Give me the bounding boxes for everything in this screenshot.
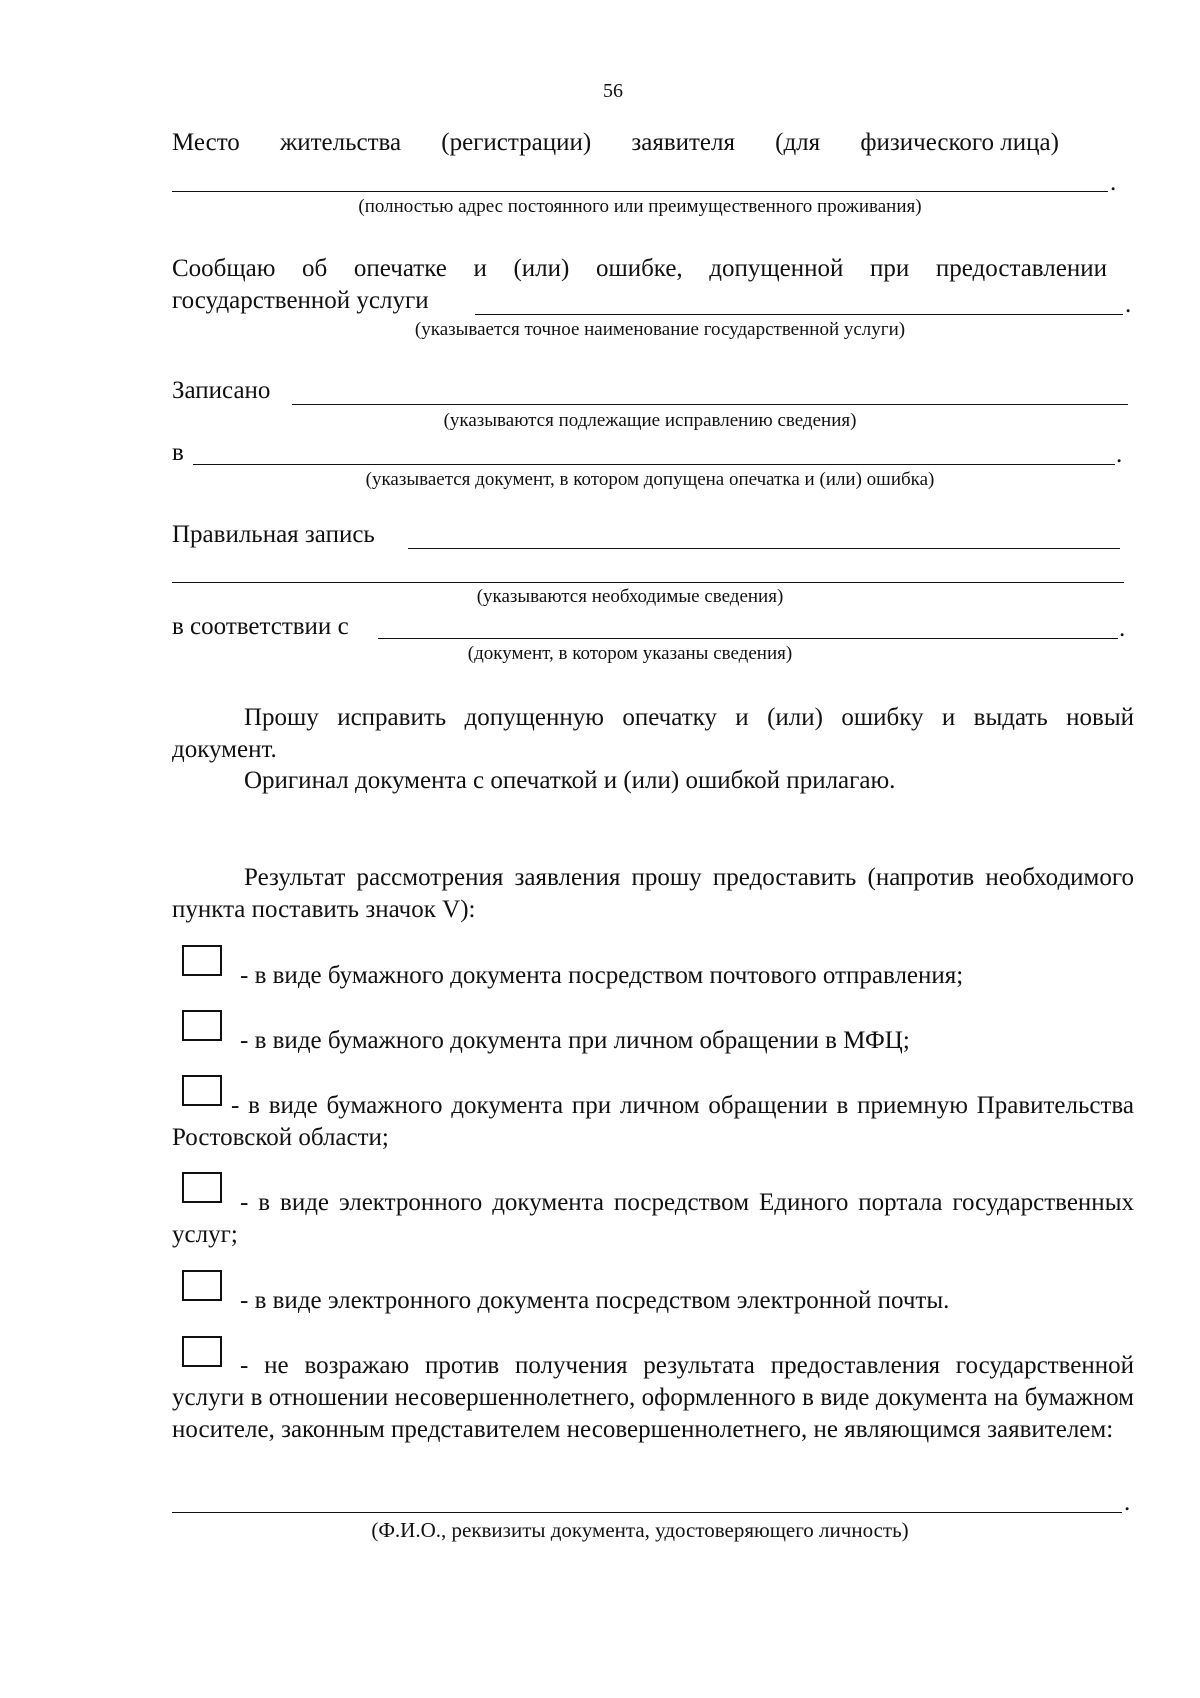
residence-word: заявителя (631, 129, 735, 156)
period: . (1119, 615, 1126, 642)
representative-caption: (Ф.И.О., реквизиты документа, удостоверяющего личность) (371, 1518, 909, 1542)
option-label-post: - в виде бумажного документа посредством почтового отправления; (240, 962, 964, 989)
in-label: в (172, 439, 184, 466)
report-text-line2: государственной услуги (172, 287, 429, 314)
service-caption: (указывается точное наименование государственной услуги) (414, 319, 906, 340)
residence-word: жительства (279, 129, 402, 156)
residence-word: (для (775, 129, 821, 156)
residence-label (172, 128, 1059, 158)
representative-line[interactable] (172, 1512, 1122, 1513)
option-checkbox-post[interactable] (182, 945, 222, 976)
correct-line-1[interactable] (408, 548, 1120, 549)
service-name-line[interactable] (475, 314, 1123, 315)
correct-line-2[interactable] (172, 582, 1124, 583)
residence-caption: (полностью адрес постоянного или преимущественного проживания) (358, 196, 922, 217)
written-caption: (указываются подлежащие исправлению сведения) (443, 410, 857, 431)
written-label: Записано (172, 377, 271, 404)
correct-caption: (указываются необходимые сведения) (476, 586, 784, 607)
request-paragraph: Прошу исправить допущенную опечатку и (или) ошибку и выдать новый документ. (172, 704, 1134, 763)
period: . (1110, 169, 1117, 196)
written-line[interactable] (292, 404, 1128, 405)
original-attached-text: Оригинал документа с опечаткой и (или) ошибкой прилагаю. (244, 767, 896, 794)
option-label-reception: - в виде бумажного документа при личном обращении в приемную Правительства Ростовской области; (172, 1092, 1134, 1151)
option-label-minor: - не возражаю против получения результата предоставления государственной услуги в отношении несовершеннолетнего, оформленного в виде документа на бумажном носителе, законным представителем несовершеннолетнего, не являющимся заявителем: (172, 1352, 1134, 1443)
according-caption: (документ, в котором указаны сведения) (467, 643, 793, 664)
according-document-line[interactable] (378, 638, 1118, 639)
option-label-email: - в виде электронного документа посредством электронной почты. (240, 1287, 950, 1314)
option-checkbox-mfc[interactable] (182, 1010, 222, 1041)
period: . (1124, 1489, 1131, 1516)
in-caption: (указывается документ, в котором допущена опечатка и (или) ошибка) (365, 469, 935, 490)
correct-label: Правильная запись (172, 521, 375, 548)
in-document-line[interactable] (193, 464, 1115, 465)
report-text-line1: Сообщаю об опечатке и (или) ошибке, допущенной при предоставлении (172, 255, 1107, 282)
period: . (1125, 291, 1132, 318)
page-number: 56 (603, 80, 623, 102)
option-label-portal: - в виде электронного документа посредством Единого портала государственных услуг; (172, 1189, 1134, 1248)
according-label: в соответствии с (172, 613, 349, 640)
result-intro: Результат рассмотрения заявления прошу предоставить (напротив необходимого пункта поставить значок V): (172, 864, 1134, 923)
residence-word: Место (172, 129, 240, 156)
residence-word: физического лица) (860, 129, 1059, 156)
residence-address-line[interactable] (172, 191, 1108, 192)
residence-word: (регистрации) (441, 129, 592, 156)
option-checkbox-email[interactable] (182, 1270, 222, 1301)
period: . (1116, 441, 1123, 468)
option-label-mfc: - в виде бумажного документа при личном обращении в МФЦ; (240, 1027, 910, 1054)
